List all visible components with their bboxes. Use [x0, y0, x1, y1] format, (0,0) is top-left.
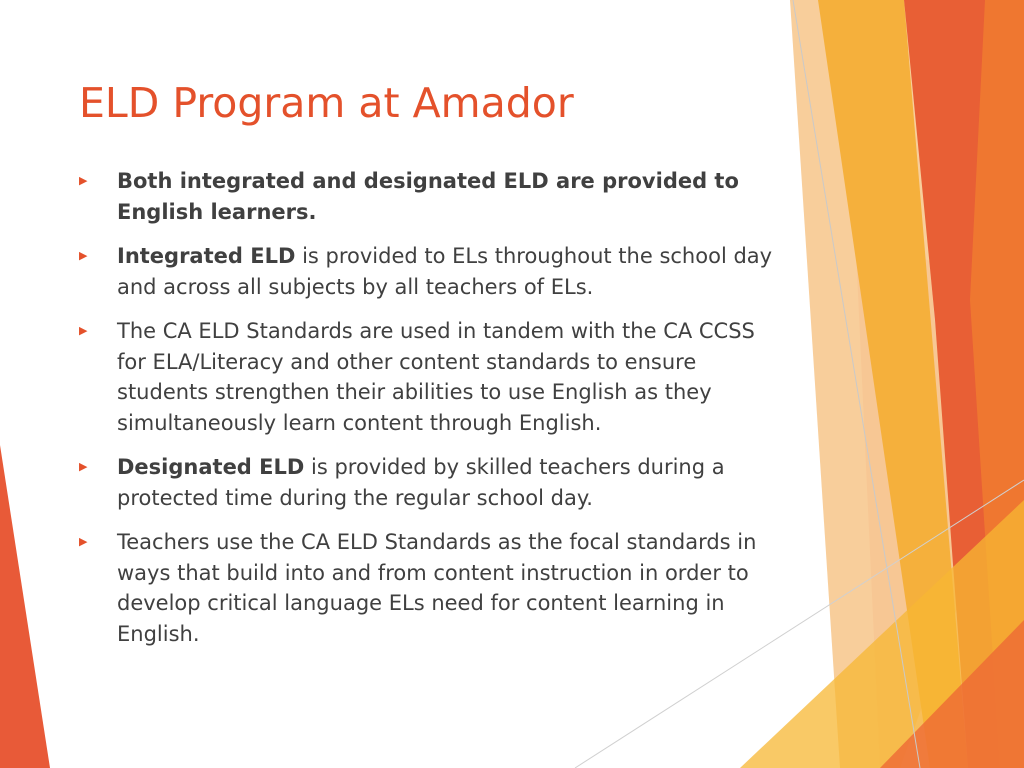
bullet-marker-icon: ▶ — [79, 460, 88, 473]
bullet-marker-icon: ▶ — [79, 324, 88, 337]
bullet-text: The CA ELD Standards are used in tandem with the CA CCSS for ELA/Literacy and other content standards to ensure students strengthen their abilities to use English as they simultaneously learn content through English. — [117, 319, 755, 435]
bullet-item — [79, 452, 774, 513]
bullet-bold-text: Both integrated and designated ELD are provided to English learners. — [117, 169, 739, 224]
bullet-item — [79, 527, 774, 649]
bullet-item — [79, 166, 774, 227]
bullet-text: Teachers use the CA ELD Standards as the focal standards in ways that build into and from content instruction in order to develop critical language ELs need for content learning in English. — [117, 530, 757, 646]
bullet-item — [79, 316, 774, 438]
bullet-list — [79, 166, 774, 663]
deco-left-sliver — [0, 445, 50, 768]
bullet-text: is provided to ELs throughout the school day and across all subjects by all teachers of ELs. — [117, 244, 773, 299]
bullet-marker-icon: ▶ — [79, 249, 88, 262]
bullet-text: is provided by skilled teachers during a protected time during the regular school day. — [117, 455, 725, 510]
bullet-bold-text: Designated ELD — [117, 455, 305, 479]
slide-title: ELD Program at Amador — [79, 79, 574, 127]
bullet-marker-icon: ▶ — [79, 535, 88, 548]
bullet-item — [79, 241, 774, 302]
bullet-marker-icon: ▶ — [79, 174, 88, 187]
bullet-bold-text: Integrated ELD — [117, 244, 296, 268]
